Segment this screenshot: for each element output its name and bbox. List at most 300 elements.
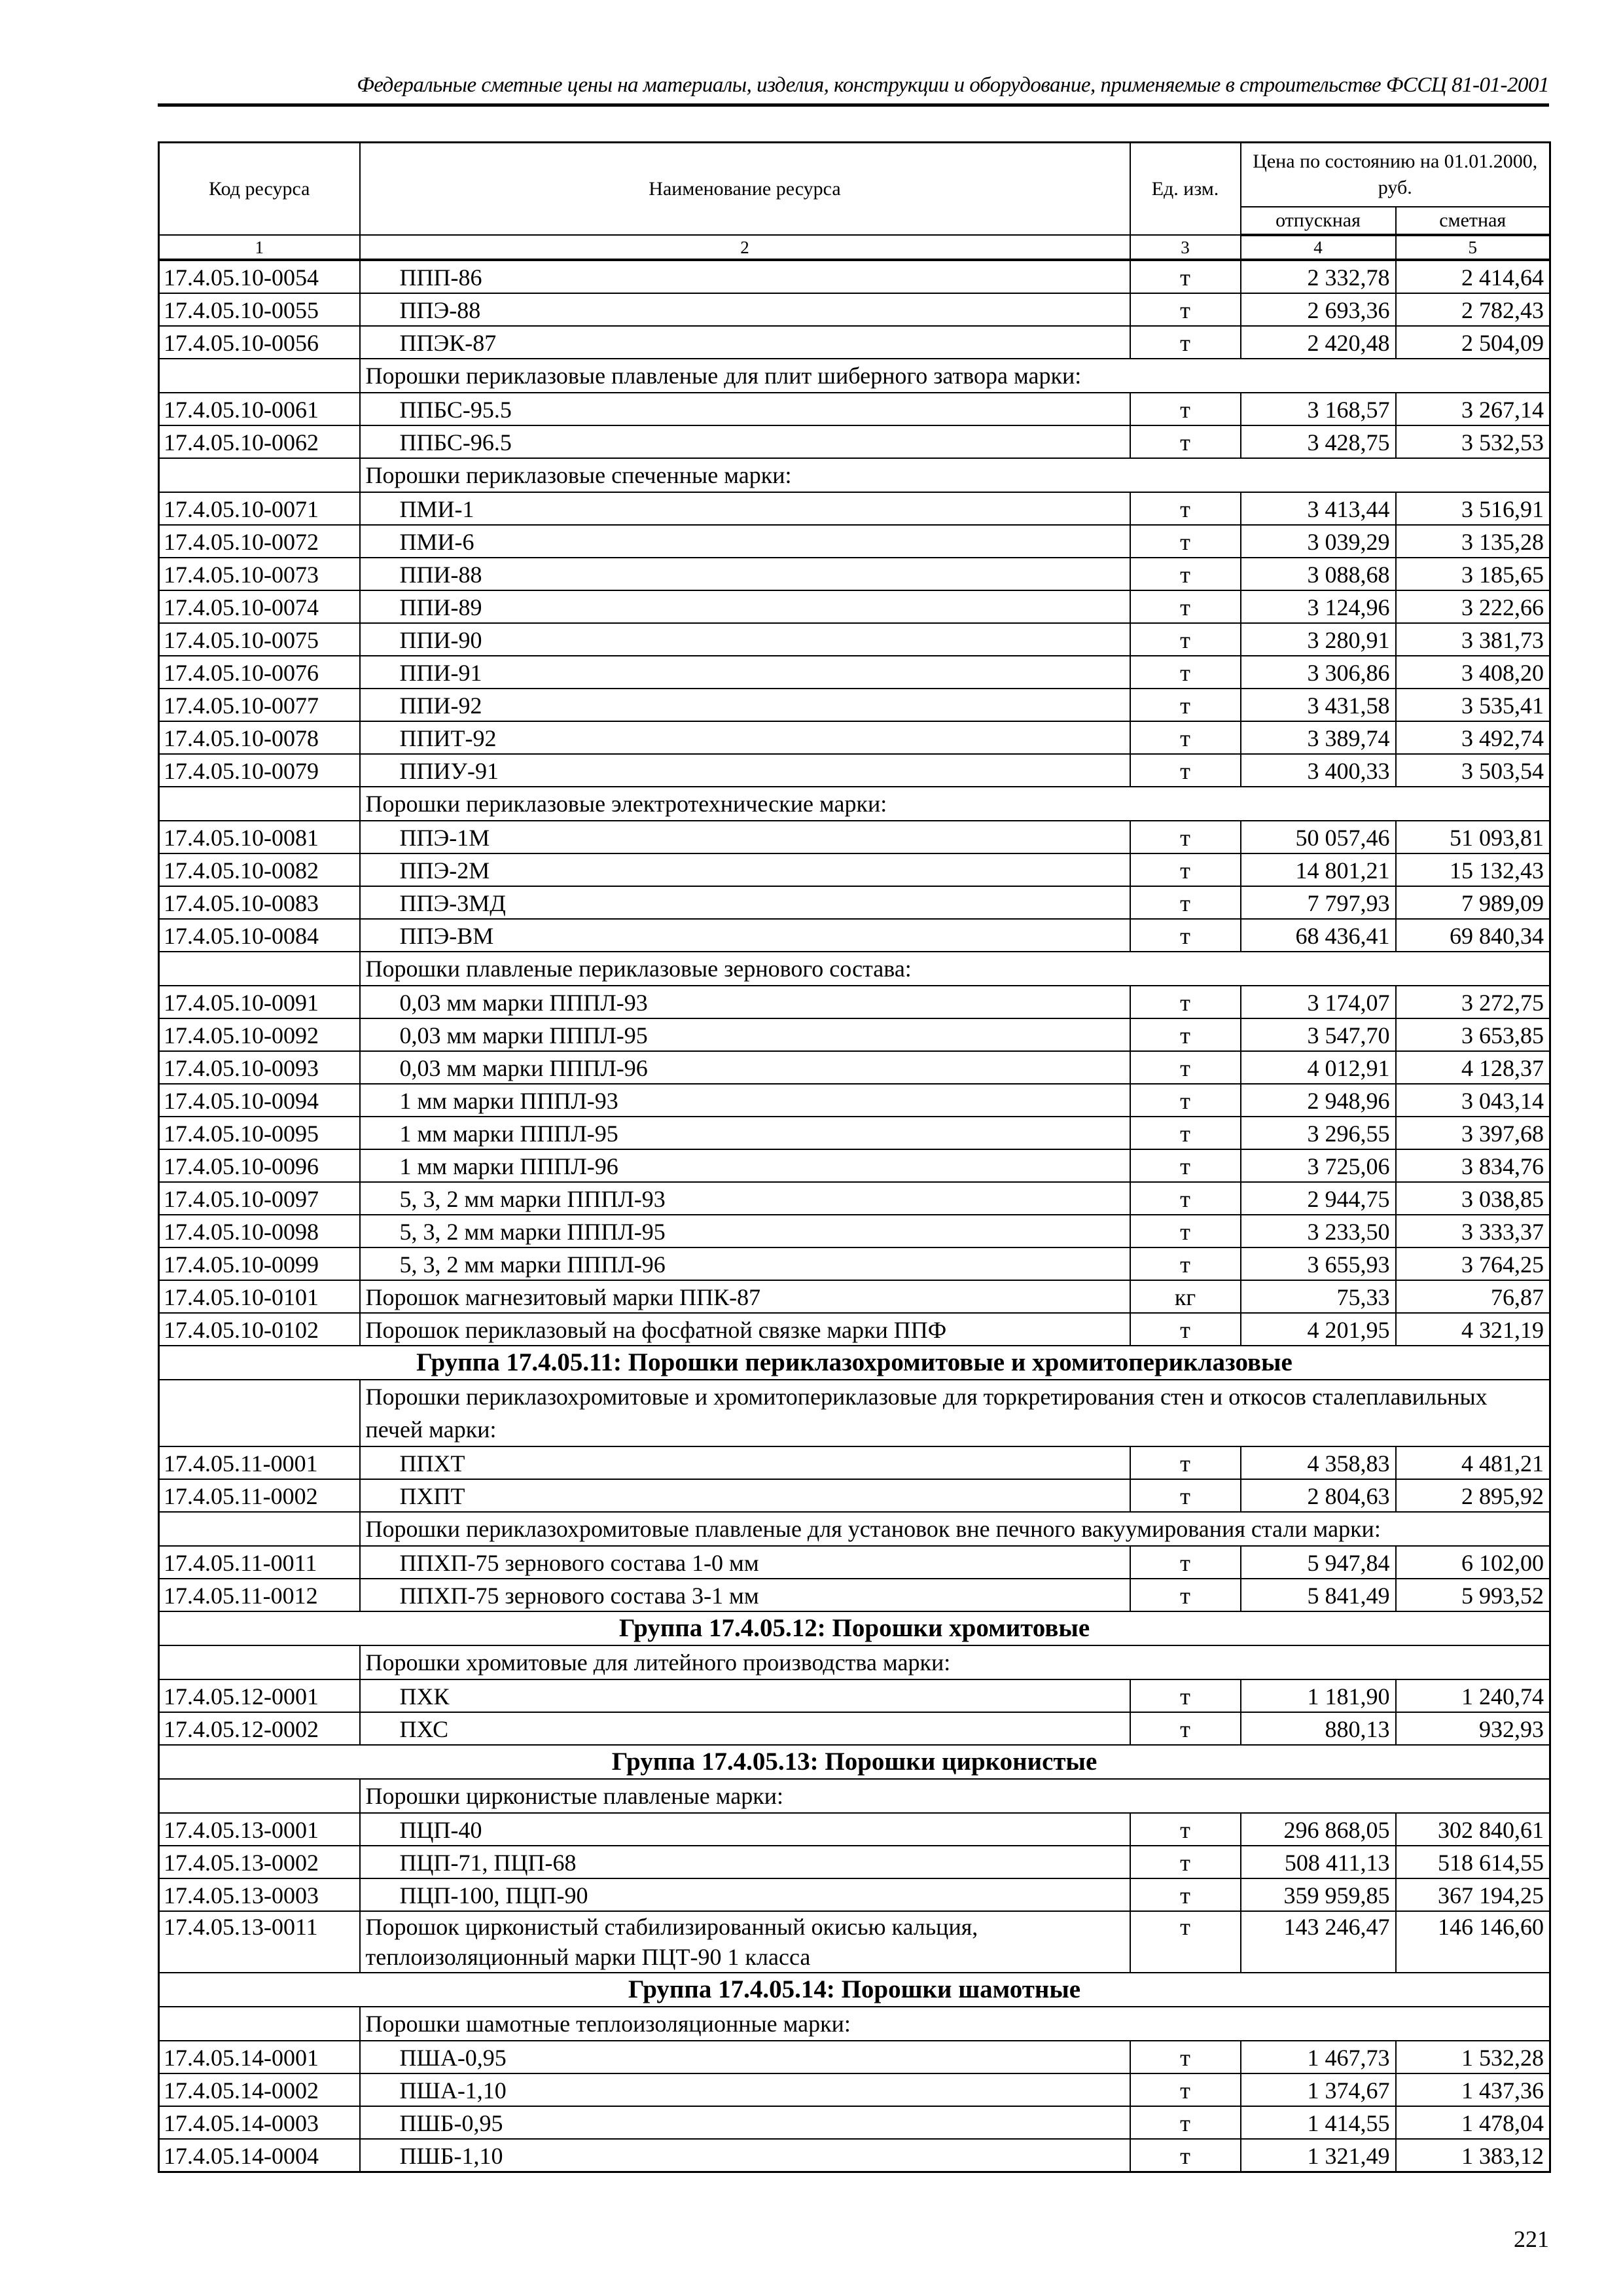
price-release: 3 233,50 <box>1241 1215 1396 1247</box>
table-row <box>159 1712 1550 1745</box>
unit: т <box>1130 558 1241 590</box>
price-estimate: 1 240,74 <box>1396 1679 1550 1712</box>
resource-name: ППЭК-87 <box>360 326 1130 359</box>
subsection-title: Порошки периклазовые плавленые для плит шиберного затвора марки: <box>360 359 1550 393</box>
price-release: 68 436,41 <box>1241 919 1396 952</box>
unit: т <box>1130 1679 1241 1712</box>
price-release: 2 948,96 <box>1241 1084 1396 1117</box>
unit: т <box>1130 2041 1241 2073</box>
resource-code: 17.4.05.10-0094 <box>159 1084 360 1117</box>
table-row <box>159 886 1550 919</box>
empty-cell <box>159 2007 360 2041</box>
resource-name: 5, 3, 2 мм марки ПППЛ-93 <box>360 1182 1130 1215</box>
price-release: 4 201,95 <box>1241 1313 1396 1346</box>
unit: т <box>1130 525 1241 558</box>
table-row <box>159 1679 1550 1712</box>
resource-code: 17.4.05.12-0002 <box>159 1712 360 1745</box>
resource-name: 0,03 мм марки ПППЛ-95 <box>360 1018 1130 1051</box>
resource-code: 17.4.05.10-0082 <box>159 853 360 886</box>
price-estimate: 3 516,91 <box>1396 492 1550 525</box>
group-title: Группа 17.4.05.12: Порошки хромитовые <box>159 1611 1550 1645</box>
header-rule <box>158 103 1549 107</box>
price-estimate: 3 381,73 <box>1396 623 1550 656</box>
resource-code: 17.4.05.14-0001 <box>159 2041 360 2073</box>
unit: т <box>1130 919 1241 952</box>
resource-code: 17.4.05.14-0003 <box>159 2106 360 2139</box>
resource-name: ППБС-95.5 <box>360 393 1130 425</box>
header-price-group: Цена по состоянию на 01.01.2000, руб. <box>1241 143 1550 207</box>
header-price-release: отпускная <box>1241 207 1396 235</box>
subsection-row <box>159 787 1550 821</box>
price-estimate: 367 194,25 <box>1396 1878 1550 1911</box>
price-release: 3 088,68 <box>1241 558 1396 590</box>
resource-code: 17.4.05.10-0099 <box>159 1247 360 1280</box>
price-release: 296 868,05 <box>1241 1813 1396 1846</box>
subsection-title: Порошки хромитовые для литейного производства марки: <box>360 1645 1550 1679</box>
subsection-row <box>159 1380 1550 1446</box>
price-release: 3 306,86 <box>1241 656 1396 689</box>
price-estimate: 3 408,20 <box>1396 656 1550 689</box>
unit: т <box>1130 1546 1241 1579</box>
resource-name: ПХК <box>360 1679 1130 1712</box>
price-release: 2 804,63 <box>1241 1479 1396 1512</box>
resource-code: 17.4.05.10-0101 <box>159 1280 360 1313</box>
running-head: Федеральные сметные цены на материалы, изделия, конструкции и оборудование, применяемые в строительстве ФССЦ 81-01-2001 <box>357 73 1549 97</box>
subsection-title: Порошки периклазохромитовые и хромитопериклазовые для торкретирования стен и откосов сталеплавильных печей марки: <box>360 1380 1550 1446</box>
price-estimate: 3 038,85 <box>1396 1182 1550 1215</box>
subsection-row <box>159 1645 1550 1679</box>
table-row <box>159 590 1550 623</box>
price-release: 14 801,21 <box>1241 853 1396 886</box>
resource-code: 17.4.05.10-0071 <box>159 492 360 525</box>
unit: т <box>1130 260 1241 293</box>
price-estimate: 69 840,34 <box>1396 919 1550 952</box>
table-row <box>159 558 1550 590</box>
resource-name: ПШБ-1,10 <box>360 2139 1130 2172</box>
unit: т <box>1130 393 1241 425</box>
table-row <box>159 919 1550 952</box>
unit: т <box>1130 1712 1241 1745</box>
unit: т <box>1130 986 1241 1018</box>
price-release: 2 944,75 <box>1241 1182 1396 1215</box>
unit: т <box>1130 656 1241 689</box>
resource-code: 17.4.05.13-0002 <box>159 1846 360 1878</box>
table-row <box>159 2041 1550 2073</box>
price-release: 1 321,49 <box>1241 2139 1396 2172</box>
resource-name: ПМИ-1 <box>360 492 1130 525</box>
resource-code: 17.4.05.10-0078 <box>159 721 360 754</box>
price-estimate: 4 321,19 <box>1396 1313 1550 1346</box>
resource-code: 17.4.05.10-0075 <box>159 623 360 656</box>
resource-name: ППИ-91 <box>360 656 1130 689</box>
price-estimate: 3 535,41 <box>1396 689 1550 721</box>
table-row <box>159 2106 1550 2139</box>
table-row <box>159 1084 1550 1117</box>
price-estimate: 3 397,68 <box>1396 1117 1550 1149</box>
price-release: 3 725,06 <box>1241 1149 1396 1182</box>
table-row <box>159 1846 1550 1878</box>
price-estimate: 3 834,76 <box>1396 1149 1550 1182</box>
price-release: 880,13 <box>1241 1712 1396 1745</box>
price-estimate: 3 653,85 <box>1396 1018 1550 1051</box>
price-release: 3 296,55 <box>1241 1117 1396 1149</box>
price-estimate: 1 532,28 <box>1396 2041 1550 2073</box>
price-release: 4 358,83 <box>1241 1446 1396 1479</box>
table-row <box>159 721 1550 754</box>
subsection-row <box>159 1779 1550 1813</box>
price-release: 3 124,96 <box>1241 590 1396 623</box>
unit: т <box>1130 721 1241 754</box>
table-row <box>159 393 1550 425</box>
price-release: 3 039,29 <box>1241 525 1396 558</box>
header-code: Код ресурса <box>159 143 360 236</box>
unit: т <box>1130 425 1241 458</box>
table-row <box>159 2139 1550 2172</box>
price-release: 3 428,75 <box>1241 425 1396 458</box>
table-row <box>159 1446 1550 1479</box>
unit: т <box>1130 689 1241 721</box>
resource-name: ПША-1,10 <box>360 2073 1130 2106</box>
price-estimate: 1 478,04 <box>1396 2106 1550 2139</box>
resource-name: ППХП-75 зернового состава 1-0 мм <box>360 1546 1130 1579</box>
header-price-estimate: сметная <box>1396 207 1550 235</box>
price-release: 3 389,74 <box>1241 721 1396 754</box>
table-row <box>159 689 1550 721</box>
resource-name: Порошок магнезитовый марки ППК-87 <box>360 1280 1130 1313</box>
table-row <box>159 1247 1550 1280</box>
price-estimate: 3 043,14 <box>1396 1084 1550 1117</box>
table-row <box>159 1215 1550 1247</box>
resource-code: 17.4.05.10-0093 <box>159 1051 360 1084</box>
resource-code: 17.4.05.10-0097 <box>159 1182 360 1215</box>
resource-code: 17.4.05.10-0077 <box>159 689 360 721</box>
table-row <box>159 1579 1550 1611</box>
resource-name: Порошок цирконистый стабилизированный окисью кальция, теплоизоляционный марки ПЦТ-90 1 класса <box>360 1911 1130 1973</box>
column-number: 3 <box>1130 235 1241 260</box>
price-release: 2 693,36 <box>1241 293 1396 326</box>
group-row <box>159 1346 1550 1380</box>
resource-name: ПМИ-6 <box>360 525 1130 558</box>
table-row <box>159 492 1550 525</box>
price-release: 2 332,78 <box>1241 260 1396 293</box>
table-row <box>159 2073 1550 2106</box>
price-estimate: 4 128,37 <box>1396 1051 1550 1084</box>
unit: т <box>1130 326 1241 359</box>
empty-cell <box>159 1380 360 1446</box>
resource-code: 17.4.05.10-0095 <box>159 1117 360 1149</box>
price-estimate: 3 532,53 <box>1396 425 1550 458</box>
unit: т <box>1130 623 1241 656</box>
price-estimate: 3 272,75 <box>1396 986 1550 1018</box>
price-release: 1 414,55 <box>1241 2106 1396 2139</box>
subsection-row <box>159 1512 1550 1546</box>
table-row <box>159 1878 1550 1911</box>
price-estimate: 3 267,14 <box>1396 393 1550 425</box>
resource-code: 17.4.05.10-0091 <box>159 986 360 1018</box>
unit: кг <box>1130 1280 1241 1313</box>
resource-code: 17.4.05.10-0072 <box>159 525 360 558</box>
subsection-title: Порошки цирконистые плавленые марки: <box>360 1779 1550 1813</box>
unit: т <box>1130 1313 1241 1346</box>
unit: т <box>1130 293 1241 326</box>
unit: т <box>1130 1579 1241 1611</box>
resource-code: 17.4.05.10-0074 <box>159 590 360 623</box>
resource-name: ПХС <box>360 1712 1130 1745</box>
price-estimate: 146 146,60 <box>1396 1911 1550 1973</box>
price-release: 3 431,58 <box>1241 689 1396 721</box>
table-row <box>159 293 1550 326</box>
price-estimate: 1 437,36 <box>1396 2073 1550 2106</box>
empty-cell <box>159 787 360 821</box>
price-estimate: 1 383,12 <box>1396 2139 1550 2172</box>
table-row <box>159 1182 1550 1215</box>
subsection-title: Порошки периклазовые электротехнические марки: <box>360 787 1550 821</box>
price-estimate: 76,87 <box>1396 1280 1550 1313</box>
resource-name: ППИ-90 <box>360 623 1130 656</box>
price-estimate: 2 782,43 <box>1396 293 1550 326</box>
column-number: 1 <box>159 235 360 260</box>
resource-code: 17.4.05.11-0012 <box>159 1579 360 1611</box>
resource-code: 17.4.05.10-0073 <box>159 558 360 590</box>
resource-name: 1 мм марки ПППЛ-93 <box>360 1084 1130 1117</box>
resource-code: 17.4.05.13-0003 <box>159 1878 360 1911</box>
price-estimate: 3 333,37 <box>1396 1215 1550 1247</box>
table-row <box>159 260 1550 293</box>
column-number: 4 <box>1241 235 1396 260</box>
subsection-title: Порошки периклазохромитовые плавленые для установок вне печного вакуумирования стали марки: <box>360 1512 1550 1546</box>
table-row <box>159 425 1550 458</box>
unit: т <box>1130 2106 1241 2139</box>
unit: т <box>1130 2073 1241 2106</box>
unit: т <box>1130 1117 1241 1149</box>
price-release: 508 411,13 <box>1241 1846 1396 1878</box>
resource-name: ППИУ-91 <box>360 754 1130 787</box>
price-estimate: 51 093,81 <box>1396 821 1550 853</box>
resource-name: ППЭ-ВМ <box>360 919 1130 952</box>
price-release: 4 012,91 <box>1241 1051 1396 1084</box>
price-estimate: 3 185,65 <box>1396 558 1550 590</box>
price-release: 359 959,85 <box>1241 1878 1396 1911</box>
empty-cell <box>159 458 360 492</box>
table-row <box>159 821 1550 853</box>
group-title: Группа 17.4.05.11: Порошки периклазохромитовые и хромитопериклазовые <box>159 1346 1550 1380</box>
resource-name: ППИ-88 <box>360 558 1130 590</box>
table-row <box>159 1813 1550 1846</box>
resource-name: ППХТ <box>360 1446 1130 1479</box>
price-table <box>158 141 1551 2173</box>
resource-name: 1 мм марки ПППЛ-95 <box>360 1117 1130 1149</box>
table-row <box>159 1280 1550 1313</box>
resource-code: 17.4.05.11-0001 <box>159 1446 360 1479</box>
table-row <box>159 1546 1550 1579</box>
group-row <box>159 1611 1550 1645</box>
price-estimate: 15 132,43 <box>1396 853 1550 886</box>
resource-name: ППБС-96.5 <box>360 425 1130 458</box>
column-number: 5 <box>1396 235 1550 260</box>
empty-cell <box>159 1512 360 1546</box>
resource-name: ПЦП-100, ПЦП-90 <box>360 1878 1130 1911</box>
resource-name: ПХПТ <box>360 1479 1130 1512</box>
resource-code: 17.4.05.13-0001 <box>159 1813 360 1846</box>
price-release: 3 174,07 <box>1241 986 1396 1018</box>
resource-code: 17.4.05.10-0062 <box>159 425 360 458</box>
price-release: 5 947,84 <box>1241 1546 1396 1579</box>
table-row <box>159 853 1550 886</box>
empty-cell <box>159 952 360 986</box>
price-release: 3 547,70 <box>1241 1018 1396 1051</box>
subsection-title: Порошки периклазовые спеченные марки: <box>360 458 1550 492</box>
unit: т <box>1130 1813 1241 1846</box>
table-row <box>159 1018 1550 1051</box>
resource-code: 17.4.05.10-0061 <box>159 393 360 425</box>
resource-code: 17.4.05.10-0081 <box>159 821 360 853</box>
resource-code: 17.4.05.10-0096 <box>159 1149 360 1182</box>
resource-name: 5, 3, 2 мм марки ПППЛ-95 <box>360 1215 1130 1247</box>
unit: т <box>1130 1018 1241 1051</box>
resource-code: 17.4.05.10-0098 <box>159 1215 360 1247</box>
resource-code: 17.4.05.10-0102 <box>159 1313 360 1346</box>
price-estimate: 3 492,74 <box>1396 721 1550 754</box>
unit: т <box>1130 1479 1241 1512</box>
table-row <box>159 1313 1550 1346</box>
table-row <box>159 1051 1550 1084</box>
unit: т <box>1130 1182 1241 1215</box>
price-release: 75,33 <box>1241 1280 1396 1313</box>
header-name: Наименование ресурса <box>360 143 1130 236</box>
unit: т <box>1130 1247 1241 1280</box>
price-estimate: 932,93 <box>1396 1712 1550 1745</box>
resource-code: 17.4.05.12-0001 <box>159 1679 360 1712</box>
resource-name: ППЭ-2М <box>360 853 1130 886</box>
unit: т <box>1130 1446 1241 1479</box>
price-estimate: 2 895,92 <box>1396 1479 1550 1512</box>
price-release: 1 374,67 <box>1241 2073 1396 2106</box>
resource-code: 17.4.05.14-0002 <box>159 2073 360 2106</box>
unit: т <box>1130 1911 1241 1973</box>
empty-cell <box>159 359 360 393</box>
price-estimate: 4 481,21 <box>1396 1446 1550 1479</box>
price-estimate: 518 614,55 <box>1396 1846 1550 1878</box>
resource-name: ППИ-89 <box>360 590 1130 623</box>
group-title: Группа 17.4.05.14: Порошки шамотные <box>159 1973 1550 2007</box>
resource-name: ПША-0,95 <box>360 2041 1130 2073</box>
unit: т <box>1130 590 1241 623</box>
unit: т <box>1130 1084 1241 1117</box>
resource-name: 5, 3, 2 мм марки ПППЛ-96 <box>360 1247 1130 1280</box>
resource-code: 17.4.05.10-0076 <box>159 656 360 689</box>
resource-code: 17.4.05.10-0056 <box>159 326 360 359</box>
group-row <box>159 1973 1550 2007</box>
resource-name: 0,03 мм марки ПППЛ-93 <box>360 986 1130 1018</box>
price-release: 2 420,48 <box>1241 326 1396 359</box>
resource-name: ПШБ-0,95 <box>360 2106 1130 2139</box>
table-row <box>159 525 1550 558</box>
table-row <box>159 623 1550 656</box>
column-numbers-row <box>159 235 1550 260</box>
price-release: 3 168,57 <box>1241 393 1396 425</box>
resource-name: ПЦП-40 <box>360 1813 1130 1846</box>
resource-name: ППХП-75 зернового состава 3-1 мм <box>360 1579 1130 1611</box>
unit: т <box>1130 492 1241 525</box>
resource-code: 17.4.05.13-0011 <box>159 1911 360 1973</box>
table-row <box>159 656 1550 689</box>
table-row <box>159 1117 1550 1149</box>
price-estimate: 6 102,00 <box>1396 1546 1550 1579</box>
resource-name: ППИ-92 <box>360 689 1130 721</box>
price-release: 3 400,33 <box>1241 754 1396 787</box>
resource-name: 1 мм марки ПППЛ-96 <box>360 1149 1130 1182</box>
table-row <box>159 326 1550 359</box>
price-estimate: 3 222,66 <box>1396 590 1550 623</box>
unit: т <box>1130 1846 1241 1878</box>
resource-code: 17.4.05.10-0083 <box>159 886 360 919</box>
group-row <box>159 1745 1550 1779</box>
resource-name: ППЭ-3МД <box>360 886 1130 919</box>
page-number: 221 <box>1514 2226 1549 2252</box>
subsection-row <box>159 952 1550 986</box>
group-title: Группа 17.4.05.13: Порошки цирконистые <box>159 1745 1550 1779</box>
empty-cell <box>159 1645 360 1679</box>
table-row <box>159 986 1550 1018</box>
table-row <box>159 1479 1550 1512</box>
unit: т <box>1130 1051 1241 1084</box>
resource-name: ППП-86 <box>360 260 1130 293</box>
header-unit: Ед. изм. <box>1130 143 1241 236</box>
resource-code: 17.4.05.10-0092 <box>159 1018 360 1051</box>
resource-code: 17.4.05.11-0011 <box>159 1546 360 1579</box>
unit: т <box>1130 1878 1241 1911</box>
resource-name: ППЭ-1М <box>360 821 1130 853</box>
price-estimate: 5 993,52 <box>1396 1579 1550 1611</box>
resource-code: 17.4.05.14-0004 <box>159 2139 360 2172</box>
resource-code: 17.4.05.10-0084 <box>159 919 360 952</box>
unit: т <box>1130 853 1241 886</box>
resource-name: ППИТ-92 <box>360 721 1130 754</box>
price-estimate: 3 135,28 <box>1396 525 1550 558</box>
unit: т <box>1130 1149 1241 1182</box>
resource-name: Порошок периклазовый на фосфатной связке марки ППФ <box>360 1313 1130 1346</box>
subsection-row <box>159 458 1550 492</box>
price-release: 3 655,93 <box>1241 1247 1396 1280</box>
resource-code: 17.4.05.10-0079 <box>159 754 360 787</box>
column-number: 2 <box>360 235 1130 260</box>
table-row <box>159 754 1550 787</box>
price-release: 50 057,46 <box>1241 821 1396 853</box>
resource-code: 17.4.05.10-0054 <box>159 260 360 293</box>
unit: т <box>1130 1215 1241 1247</box>
empty-cell <box>159 1779 360 1813</box>
resource-name: ПЦП-71, ПЦП-68 <box>360 1846 1130 1878</box>
price-release: 3 280,91 <box>1241 623 1396 656</box>
subsection-row <box>159 2007 1550 2041</box>
resource-code: 17.4.05.10-0055 <box>159 293 360 326</box>
resource-code: 17.4.05.11-0002 <box>159 1479 360 1512</box>
price-estimate: 2 504,09 <box>1396 326 1550 359</box>
price-release: 1 181,90 <box>1241 1679 1396 1712</box>
subsection-title: Порошки плавленые периклазовые зернового состава: <box>360 952 1550 986</box>
price-estimate: 3 764,25 <box>1396 1247 1550 1280</box>
resource-name: ППЭ-88 <box>360 293 1130 326</box>
price-release: 7 797,93 <box>1241 886 1396 919</box>
subsection-row <box>159 359 1550 393</box>
price-release: 5 841,49 <box>1241 1579 1396 1611</box>
table-row <box>159 1149 1550 1182</box>
price-release: 143 246,47 <box>1241 1911 1396 1973</box>
unit: т <box>1130 821 1241 853</box>
price-release: 3 413,44 <box>1241 492 1396 525</box>
price-estimate: 2 414,64 <box>1396 260 1550 293</box>
table-row <box>159 1911 1550 1973</box>
